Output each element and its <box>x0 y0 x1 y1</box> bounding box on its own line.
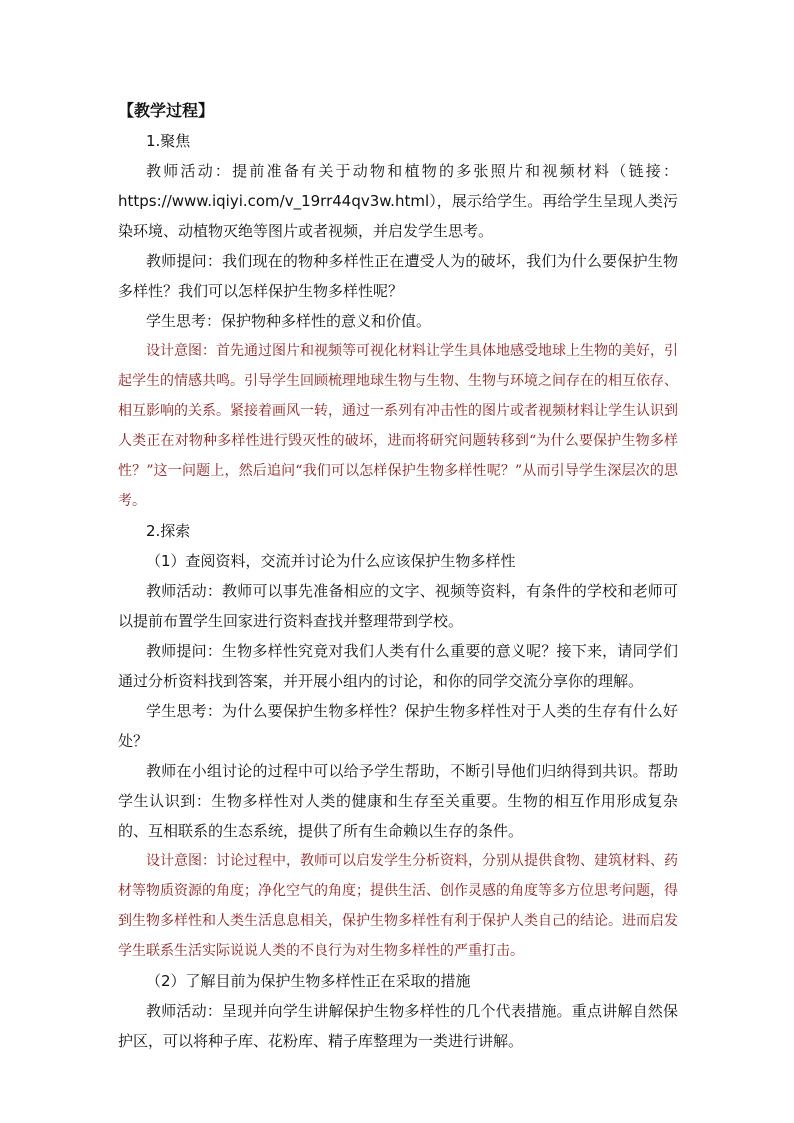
paragraph-teacher-activity-3: 教师活动：呈现并向学生讲解保护生物多样性的几个代表措施。重点讲解自然保护区，可以将种子库、花粉库、精子库整理为一类进行讲解。 <box>118 1002 678 1050</box>
subsection-1-title: （1）查阅资料，交流并讨论为什么应该保护生物多样性 <box>146 552 516 570</box>
design-intent-1: 设计意图：首先通过图片和视频等可视化材料让学生具体地感受地球上生物的美好，引起学生的情感共鸣。引导学生回顾梳理地球生物与生物、生物与环境之间存在的相互依存、相互影响的关系。紧接着画风一转，通过一系列有冲击性的图片或者视频材料让学生认识到人类正在对物种多样性进行毁灭性的破坏，进而将研究问题转移到“为什么要保护生物多样性？”这一问题上，然后追问“我们可以怎样保护生物多样性呢？”从而引导学生深层次的思考。 <box>118 343 678 509</box>
explore-title: 2.探索 <box>146 522 191 540</box>
focus-title: 1.聚焦 <box>146 132 191 150</box>
section-heading: 【教学过程】 <box>118 101 215 120</box>
paragraph-teacher-guidance: 教师在小组讨论的过程中可以给予学生帮助，不断引导他们归纳得到共识。帮助学生认识到：生物多样性对人类的健康和生存至关重要。生物的相互作用形成复杂的、互相联系的生态系统，提供了所有生命赖以生存的条件。 <box>118 762 678 840</box>
paragraph-teacher-activity-2: 教师活动：教师可以事先准备相应的文字、视频等资料，有条件的学校和老师可以提前布置学生回家进行资料查找并整理带到学校。 <box>118 582 678 630</box>
paragraph-student-thinking-1: 学生思考：保护物种多样性的意义和价值。 <box>146 312 432 330</box>
subsection-2-title: （2）了解目前为保护生物多样性正在采取的措施 <box>146 972 471 990</box>
paragraph-teacher-activity-1: 教师活动：提前准备有关于动物和植物的多张照片和视频材料（链接：https://www.iqiyi.com/v_19rr44qv3w.html），展示给学生。再给学生呈现人类污染环境、动植物灭绝等图片或者视频，并启发学生思考。 <box>118 162 678 240</box>
design-intent-2: 设计意图：讨论过程中，教师可以启发学生分析资料，分别从提供食物、建筑材料、药材等物质资源的角度；净化空气的角度；提供生活、创作灵感的角度等多方位思考问题，得到生物多样性和人类生活息息相关，保护生物多样性有利于保护人类自己的结论。进而启发学生联系生活实际说说人类的不良行为对生物多样性的严重打击。 <box>118 853 678 959</box>
paragraph-teacher-question-1: 教师提问：我们现在的物种多样性正在遭受人为的破坏，我们为什么要保护生物多样性？我们可以怎样保护生物多样性呢？ <box>118 252 678 300</box>
paragraph-teacher-question-2: 教师提问：生物多样性究竟对我们人类有什么重要的意义呢？接下来，请同学们通过分析资料找到答案，并开展小组内的讨论，和你的同学交流分享你的理解。 <box>118 642 678 690</box>
document-page <box>118 96 678 1056</box>
paragraph-student-thinking-2: 学生思考：为什么要保护生物多样性？保护生物多样性对于人类的生存有什么好处？ <box>118 702 678 750</box>
